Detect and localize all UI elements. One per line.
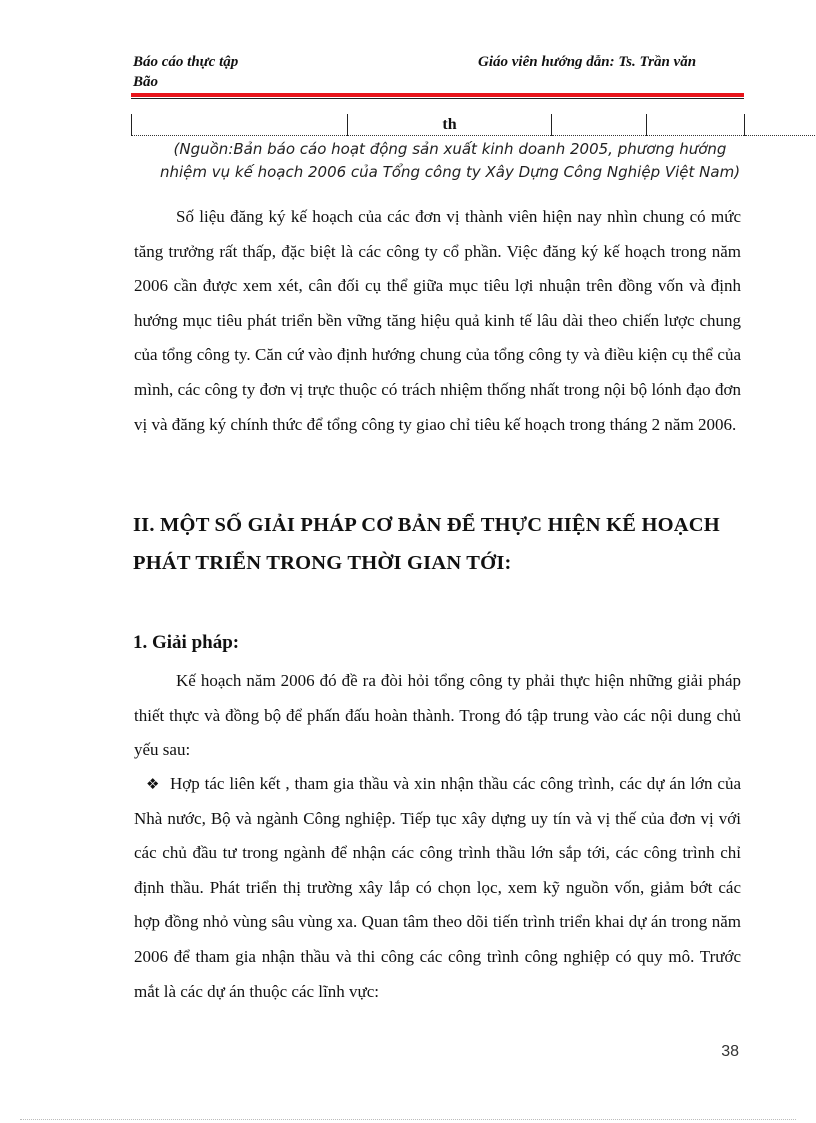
table-cell: [745, 114, 816, 136]
bullet-text: Hợp tác liên kết , tham gia thầu và xin nhận thầu các công trình, các dự án lớn của Nhà nước, Bộ và ngành Công nghiệp. Tiếp tục xây dựng uy tín và vị thế của đơn vị với các chủ đầu tư trong ngành để nhận các công trình thầu lớn sắp tới, các công trình chỉ định thầu. Phát triển thị trường xây lắp có chọn lọc, xem kỹ nguồn vốn, giảm bớt các hợp đồng nhỏ vùng sâu vùng xa. Quan tâm theo dõi tiến trình triển khai dự án trong năm 2006 để tham gia nhận thầu và thi công các công trình công nghiệp có quy mô. Trước mắt là các dự án thuộc các lĩnh vực:: [134, 774, 741, 1001]
diamond-bullet-icon: ❖: [146, 775, 160, 793]
source-note: [150, 138, 750, 184]
header-black-rule: [131, 98, 744, 99]
header-report-title: Báo cáo thực tập: [133, 54, 239, 70]
body-paragraph-2: Kế hoạch năm 2006 đó đề ra đòi hỏi tổng công ty phải thực hiện những giải pháp thiết thực và đồng bộ để phấn đấu hoàn thành. Trong đó tập trung vào các nội dung chủ yếu sau:: [134, 671, 741, 760]
subsection-heading: 1. Giải pháp:: [133, 632, 240, 653]
table-cell: [552, 114, 647, 136]
section-heading: II. MỘT SỐ GIẢI PHÁP CƠ BẢN ĐỂ THỰC HIỆN KẾ HOẠCH PHÁT TRIỂN TRONG THỜI GIAN TỚI:: [133, 514, 720, 574]
source-note-line1: (Nguồn:Bản báo cáo hoạt động sản xuất kinh doanh 2005, phương hướng: [173, 140, 727, 158]
table-cell: [647, 114, 745, 136]
table-cell: th: [348, 114, 552, 136]
table-row: [132, 114, 816, 136]
source-note-line2: nhiệm vụ kế hoạch 2006 của Tổng công ty Xây Dựng Công Nghiệp Việt Nam): [159, 163, 741, 181]
header-author: Bão: [133, 74, 159, 90]
header-red-rule: [131, 93, 744, 97]
header-left: [133, 52, 238, 92]
bullet-item: [134, 767, 741, 1009]
table-cell: [132, 114, 348, 136]
header-supervisor: Giáo viên hướng dẫn: Ts. Trần văn: [478, 54, 697, 70]
body-paragraph-1: Số liệu đăng ký kế hoạch của các đơn vị thành viên hiện nay nhìn chung có mức tăng trưởng rất thấp, đặc biệt là các công ty cổ phần. Việc đăng ký kế hoạch trong năm 2006 cần được xem xét, cân đối cụ thể giữa mục tiêu lợi nhuận trên đồng vốn và định hướng mục tiêu phát triển bền vững tăng hiệu quả kinh tế lâu dài theo chiến lược chung của tổng công ty. Căn cứ vào định hướng chung của tổng công ty và điều kiện cụ thể của mình, các công ty đơn vị trực thuộc có trách nhiệm thống nhất trong nội bộ lónh đạo đơn vị và đăng ký chính thức để tổng công ty giao chỉ tiêu kế hoạch trong tháng 2 năm 2006.: [134, 207, 741, 434]
page-bottom-divider: [20, 1119, 796, 1120]
page-number: 38: [721, 1043, 739, 1060]
table-fragment: [131, 114, 816, 136]
